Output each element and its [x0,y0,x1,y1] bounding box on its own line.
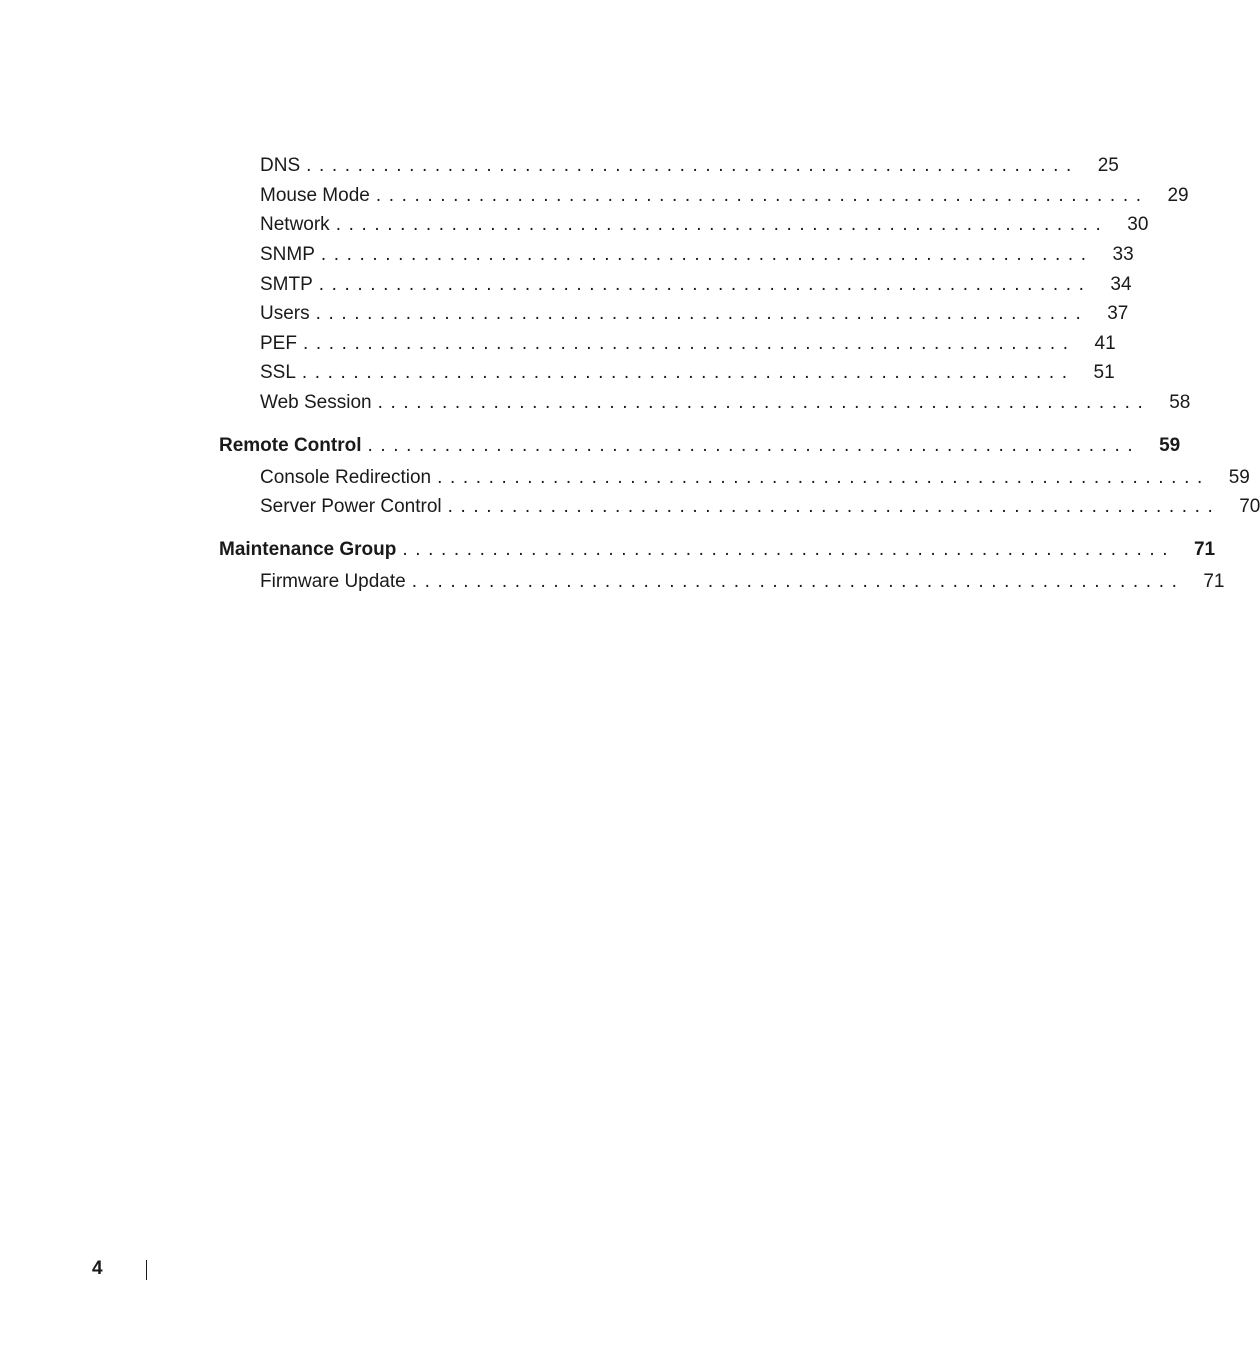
toc-entry-title: PEF [260,333,297,354]
toc-entry-page: 59 [1228,467,1250,488]
toc-entry-page: 59 [1159,435,1181,456]
toc-entry-server-power-control[interactable] [260,494,1260,520]
toc-dot-leader: ............................................................ [402,539,1176,560]
toc-entry-page: 71 [1193,539,1216,560]
toc-entry-page: 37 [1107,303,1129,324]
toc-dot-leader: ............................................................ [306,155,1079,176]
toc-dot-leader: ............................................................ [320,244,1094,265]
toc-entry-page: 25 [1097,155,1119,176]
toc-dot-leader: ............................................................ [335,214,1109,235]
toc-entry-mouse-mode[interactable] [260,183,1189,209]
toc-dot-leader: ............................................................ [447,496,1221,517]
toc-dot-leader: ............................................................ [315,303,1089,324]
toc-entry-title: SMTP [260,274,313,295]
toc-dot-leader: ............................................................ [375,185,1149,206]
toc-entry-remote-control[interactable] [219,433,1181,459]
toc-entry-users[interactable] [260,301,1129,327]
toc-entry-page: 30 [1127,214,1149,235]
toc-entry-title: Console Redirection [260,467,432,488]
toc-entry-title: SNMP [260,244,315,265]
toc-entry-title: Users [260,303,310,324]
toc-entry-page: 70 [1239,496,1260,517]
toc-dot-leader: ............................................................ [301,362,1075,383]
toc-entry-page: 33 [1112,244,1134,265]
toc-dot-leader: ............................................................ [302,333,1076,354]
toc-entry-title: Server Power Control [260,496,442,517]
toc-entry-console-redirection[interactable] [260,465,1250,491]
toc-entry-title: DNS [260,155,301,176]
toc-entry-page: 41 [1094,333,1116,354]
toc-entry-web-session[interactable] [260,390,1191,416]
toc-entry-network[interactable] [260,212,1149,238]
toc-entry-title: Maintenance Group [219,539,397,560]
toc-entry-pef[interactable] [260,331,1116,357]
toc-entry-title: Firmware Update [260,571,406,592]
footer-divider [146,1260,147,1280]
page-number: 4 [92,1258,103,1279]
toc-entry-ssl[interactable] [260,360,1115,386]
toc-entry-smtp[interactable] [260,272,1132,298]
toc-dot-leader: ............................................................ [411,571,1185,592]
toc-entry-page: 34 [1110,274,1132,295]
page-footer [92,1256,103,1282]
toc-entry-title: Remote Control [219,435,362,456]
toc-entry-title: Web Session [260,392,372,413]
toc-dot-leader: ............................................................ [367,435,1141,456]
toc-entry-firmware-update[interactable] [260,569,1225,595]
toc-entry-snmp[interactable] [260,242,1134,268]
toc-entry-page: 51 [1093,362,1115,383]
toc-entry-page: 71 [1203,571,1225,592]
toc-entry-title: Network [260,214,330,235]
toc-dot-leader: ............................................................ [437,467,1210,488]
toc-entry-title: Mouse Mode [260,185,370,206]
toc-entry-maintenance-group[interactable] [219,537,1216,563]
toc-dot-leader: ............................................................ [318,274,1092,295]
toc-entry-page: 58 [1169,392,1191,413]
toc-dot-leader: ............................................................ [377,392,1151,413]
toc-entry-dns[interactable] [260,153,1119,179]
toc-entry-title: SSL [260,362,296,383]
toc-entry-page: 29 [1167,185,1189,206]
